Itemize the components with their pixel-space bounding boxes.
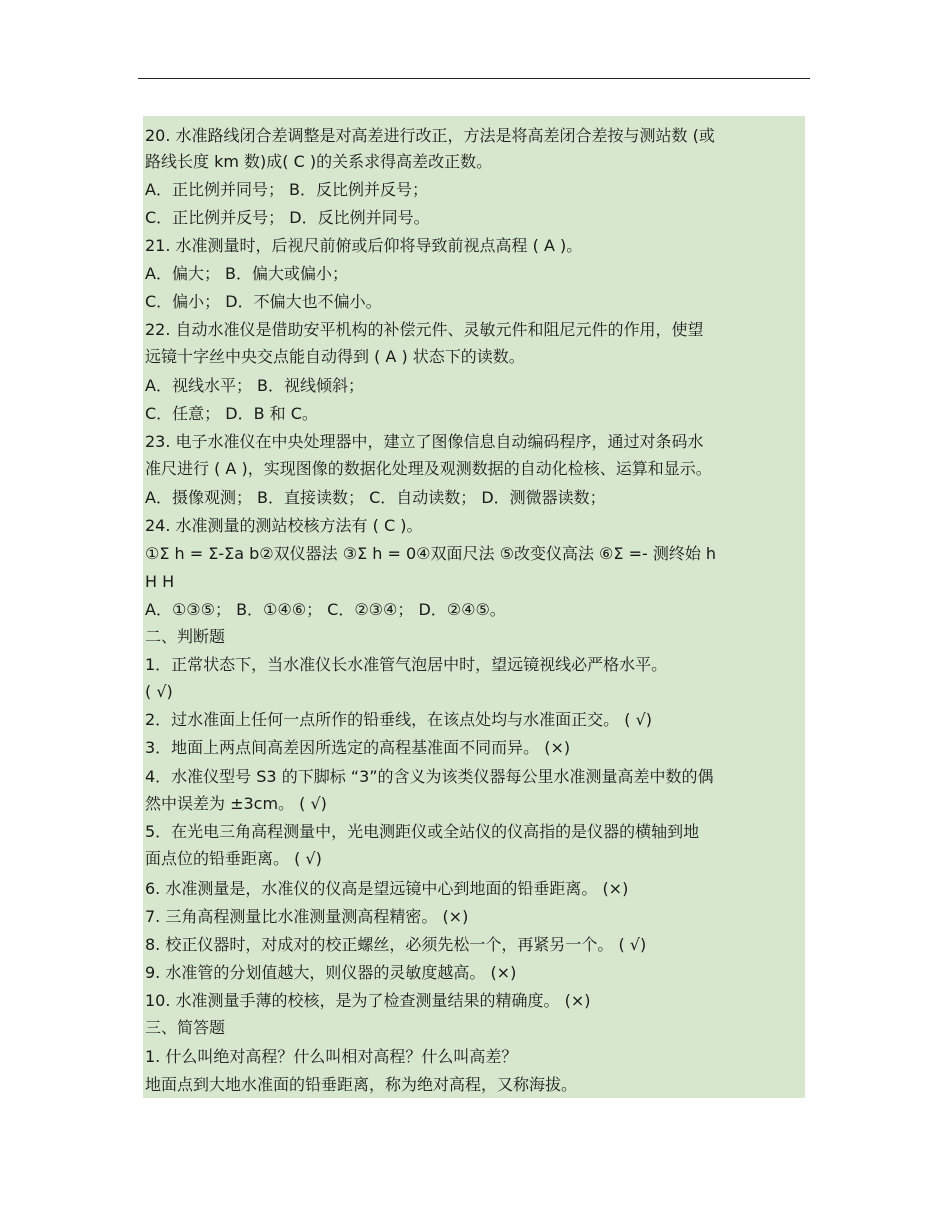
text-line: 路线长度 km 数)成( C )的关系求得高差改正数。 (145, 152, 493, 171)
highlighted-text-block (143, 116, 805, 1098)
text-line: 4．水准仪型号 S3 的下脚标 “3”的含义为该类仪器每公里水准测量高差中数的偶 (145, 767, 714, 786)
text-line: 21. 水准测量时，后视尺前俯或后仰将导致前视点高程 ( A )。 (145, 236, 583, 255)
header-rule (138, 78, 810, 79)
text-line: 准尺进行 ( A )，实现图像的数据化处理及观测数据的自动化检核、运算和显示。 (145, 459, 712, 478)
text-line: 23. 电子水准仪在中央处理器中，建立了图像信息自动编码程序，通过对条码水 (145, 432, 704, 451)
text-line: 6. 水准测量是，水准仪的仪高是望远镜中心到地面的铅垂距离。 (×) (145, 879, 629, 898)
text-line: 8. 校正仪器时，对成对的校正螺丝，必须先松一个，再紧另一个。 ( √) (145, 935, 647, 954)
text-line: 5．在光电三角高程测量中，光电测距仪或全站仪的仪高指的是仪器的横轴到地 (145, 822, 700, 841)
text-line: A．偏大； B．偏大或偏小； (145, 264, 349, 283)
text-line: 22. 自动水准仪是借助安平机构的补偿元件、灵敏元件和阻尼元件的作用，使望 (145, 320, 704, 339)
text-line: C．任意； D．B 和 C。 (145, 404, 318, 423)
text-line: 2．过水准面上任何一点所作的铅垂线，在该点处均与水准面正交。 ( √) (145, 710, 653, 729)
text-line: C．正比例并反号； D．反比例并同号。 (145, 208, 430, 227)
section-heading-judgement: 二、判断题 (145, 627, 226, 646)
text-line: 然中误差为 ±3cm。 ( √) (145, 794, 327, 813)
text-line: H H (145, 572, 175, 591)
text-line: 面点位的铅垂距离。 ( √) (145, 849, 322, 868)
text-line: C．偏小； D．不偏大也不偏小。 (145, 292, 382, 311)
text-line: A．视线水平； B．视线倾斜； (145, 376, 365, 395)
text-line: 24. 水准测量的测站校核方法有 ( C )。 (145, 516, 423, 535)
text-line: A．摄像观测； B．直接读数； C．自动读数； D．测微器读数； (145, 488, 606, 507)
text-line: A．正比例并同号； B．反比例并反号； (145, 180, 429, 199)
text-line: 10. 水准测量手薄的校核，是为了检查测量结果的精确度。 (×) (145, 991, 591, 1010)
text-line: 20. 水准路线闭合差调整是对高差进行改正，方法是将高差闭合差按与测站数 (或 (145, 126, 715, 145)
section-heading-short-answer: 三、简答题 (145, 1018, 226, 1037)
text-line: A．①③⑤； B．①④⑥； C．②③④； D．②④⑤。 (145, 600, 506, 619)
text-line: ①Σ h = Σ-Σa b②双仪器法 ③Σ h = 0④双面尺法 ⑤改变仪高法 ⑥Σ =- 测终始 h (145, 544, 717, 563)
text-line: 7. 三角高程测量比水准测量测高程精密。 (×) (145, 907, 469, 926)
text-line: 3．地面上两点间高差因所选定的高程基准面不同而异。 (×) (145, 738, 571, 757)
text-line: 9. 水准管的分划值越大，则仪器的灵敏度越高。 (×) (145, 963, 517, 982)
text-line: 地面点到大地水准面的铅垂距离，称为绝对高程，又称海拔。 (145, 1075, 578, 1094)
text-line: 远镜十字丝中央交点能自动得到 ( A ) 状态下的读数。 (145, 347, 525, 366)
text-line: 1. 什么叫绝对高程？什么叫相对高程？什么叫高差？ (145, 1047, 518, 1066)
text-line: 1．正常状态下，当水准仪长水准管气泡居中时，望远镜视线必严格水平。 (145, 655, 668, 674)
text-line: ( √) (145, 682, 173, 701)
